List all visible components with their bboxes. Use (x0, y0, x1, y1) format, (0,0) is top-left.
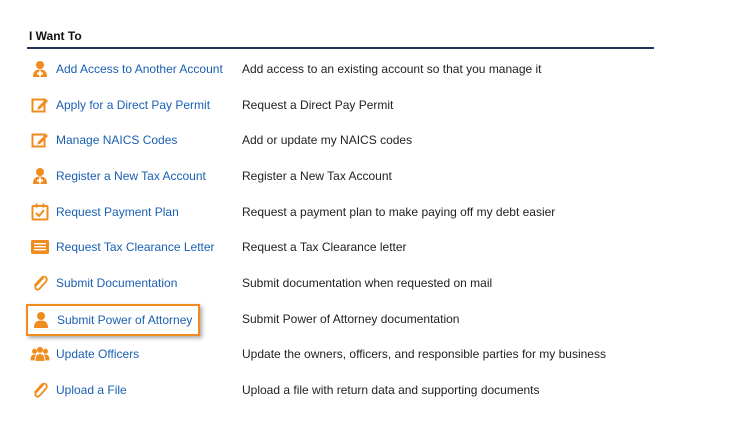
list-item (0, 56, 732, 90)
action-description: Upload a file with return data and supporting documents (242, 383, 540, 397)
submit-documentation-link[interactable] (27, 270, 177, 296)
link-label: Submit Power of Attorney (57, 313, 193, 327)
action-description: Submit documentation when requested on mail (242, 276, 493, 290)
link-label: Manage NAICS Codes (56, 133, 178, 147)
link-label: Request Payment Plan (56, 205, 179, 219)
action-description: Request a Tax Clearance letter (242, 240, 407, 254)
link-label: Submit Documentation (56, 276, 178, 290)
submit-power-of-attorney-link[interactable] (26, 304, 200, 336)
manage-naics-codes-link[interactable] (27, 127, 177, 153)
paperclip-icon (30, 273, 50, 293)
action-description: Add or update my NAICS codes (242, 133, 413, 147)
list-item (0, 92, 732, 126)
list-item (0, 377, 732, 411)
link-label: Add Access to Another Account (56, 62, 223, 76)
user-icon (31, 310, 51, 330)
add-access-link[interactable] (27, 56, 223, 82)
users-group-icon (30, 344, 50, 364)
request-payment-plan-link[interactable] (27, 199, 179, 225)
user-plus-icon (30, 166, 50, 186)
list-item (0, 127, 732, 161)
update-officers-link[interactable] (27, 341, 139, 367)
list-item (0, 304, 732, 338)
list-item (0, 341, 732, 375)
upload-a-file-link[interactable] (27, 377, 127, 403)
calendar-check-icon (30, 202, 50, 222)
list-item (0, 270, 732, 304)
action-description: Submit Power of Attorney documentation (242, 312, 460, 326)
section-title: I Want To (29, 29, 82, 43)
list-item (0, 163, 732, 197)
action-description: Update the owners, officers, and responsible parties for my business (242, 347, 606, 361)
action-description: Request a Direct Pay Permit (242, 98, 394, 112)
document-icon (30, 237, 50, 257)
link-label: Upload a File (56, 383, 127, 397)
apply-direct-pay-permit-link[interactable] (27, 92, 210, 118)
user-plus-icon (30, 59, 50, 79)
action-description: Request a payment plan to make paying off my debt easier (242, 205, 556, 219)
list-item (0, 234, 732, 268)
action-description: Register a New Tax Account (242, 169, 392, 183)
link-label: Update Officers (56, 347, 140, 361)
list-item (0, 199, 732, 233)
edit-icon (30, 130, 50, 150)
edit-icon (30, 95, 50, 115)
register-new-tax-account-link[interactable] (27, 163, 206, 189)
action-description: Add access to an existing account so that you manage it (242, 62, 542, 76)
link-label: Register a New Tax Account (56, 169, 206, 183)
link-label: Request Tax Clearance Letter (56, 240, 215, 254)
paperclip-icon (30, 380, 50, 400)
link-label: Apply for a Direct Pay Permit (56, 98, 211, 112)
request-tax-clearance-letter-link[interactable] (27, 234, 215, 260)
